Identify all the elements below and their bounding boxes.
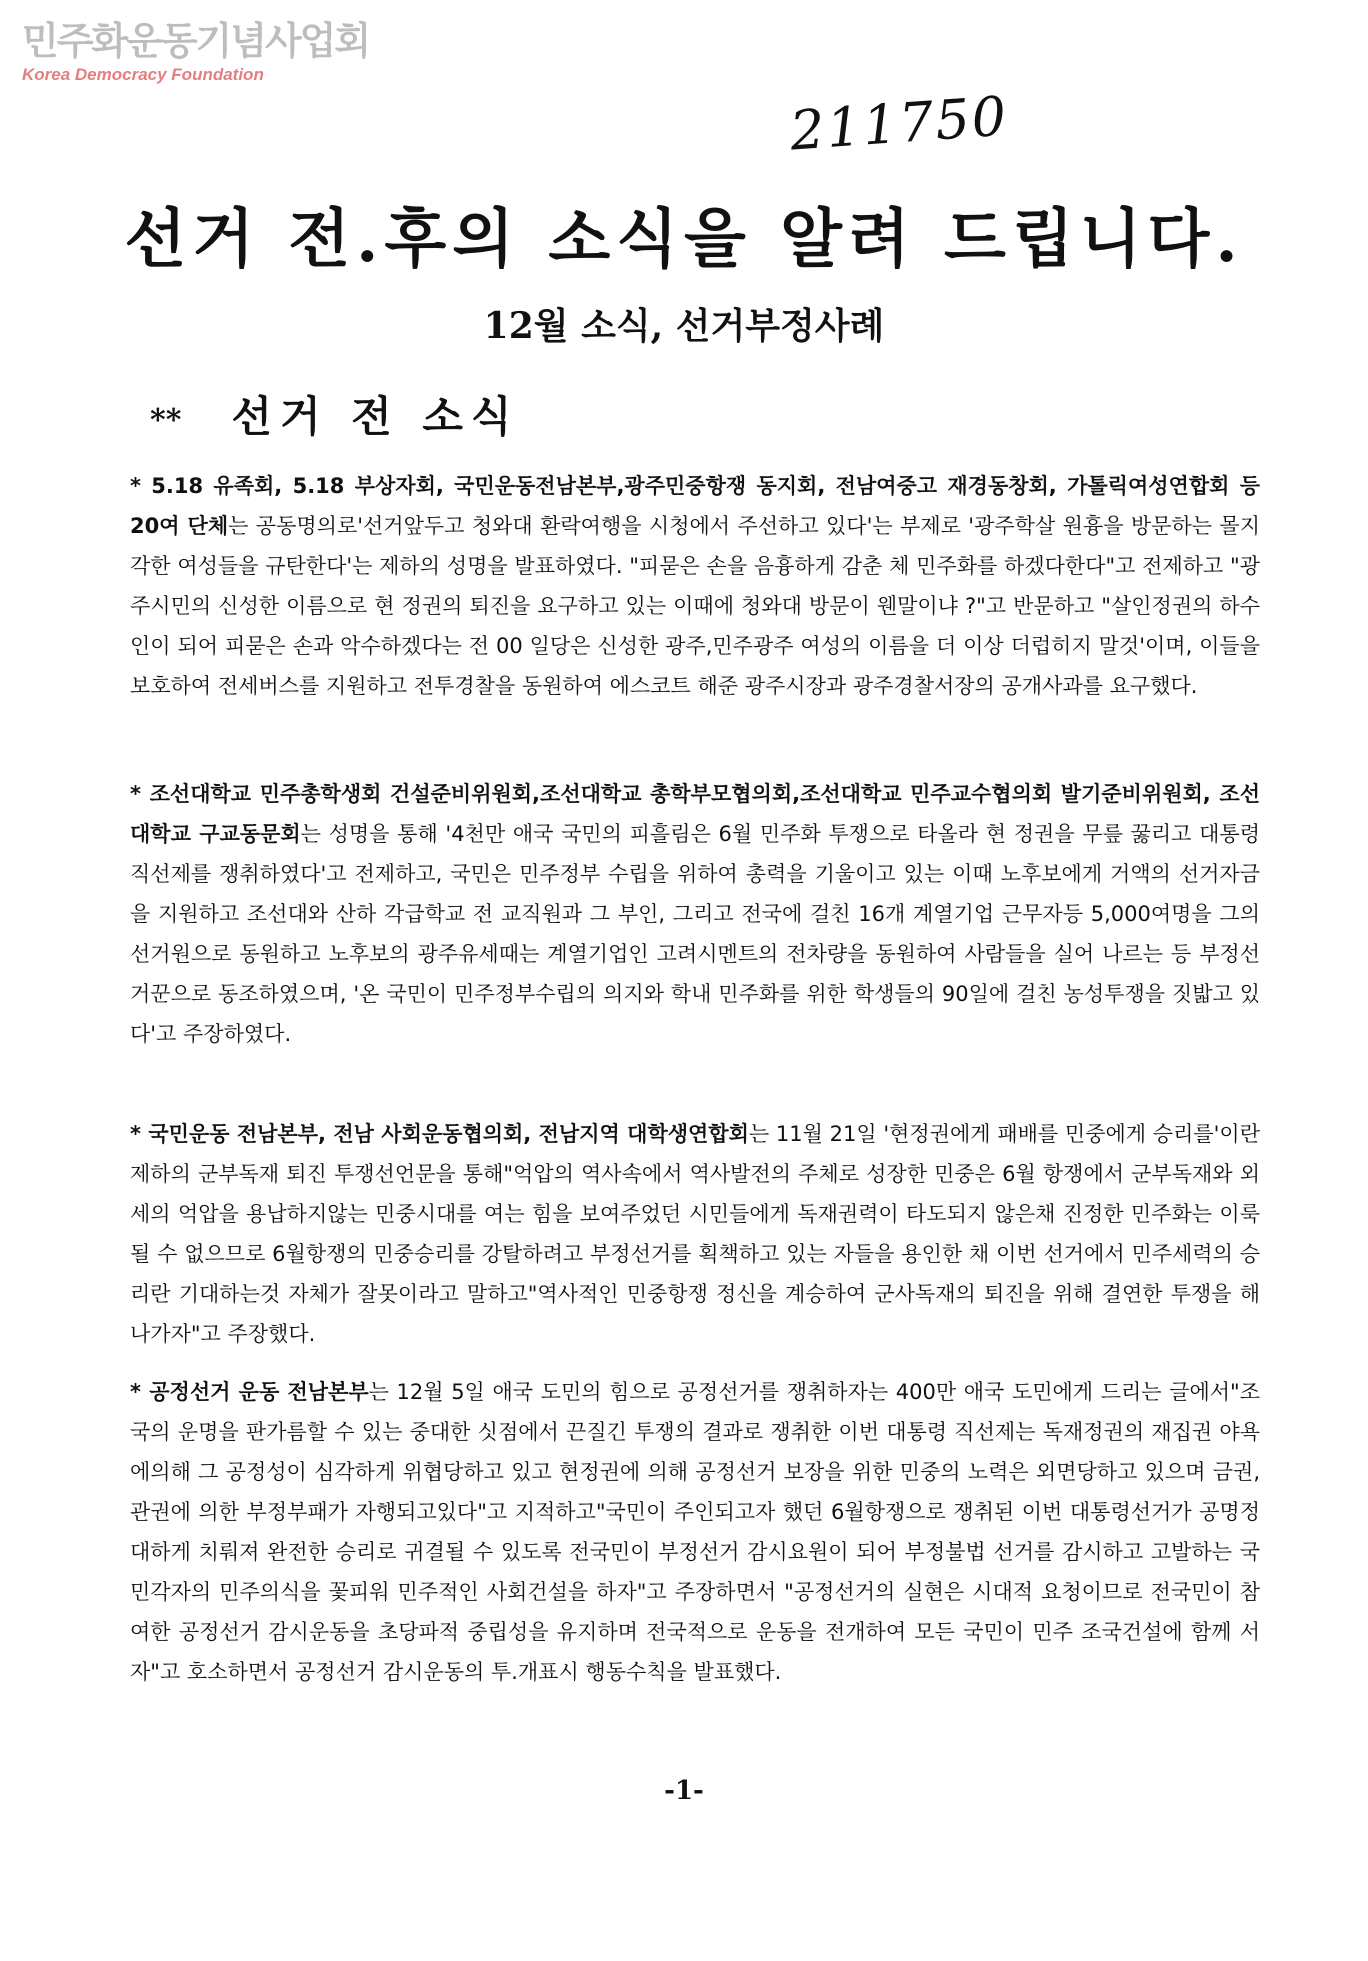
news-paragraph (130, 1372, 1260, 1692)
watermark-english: Korea Democracy Foundation (22, 65, 264, 84)
watermark-korean: 민주화운동기념사업회 (22, 19, 370, 63)
paragraph-organizations: * 5.18 유족회, 5.18 부상자회, 국민운동전남본부,광주민중항쟁 동지회, 전남여중고 재경동창회, 가톨릭여성연합회 등 20여 단체 (130, 474, 1260, 538)
section-stars: ** (150, 402, 182, 438)
news-paragraph (130, 774, 1260, 1054)
section-heading-text: 선거 전 소식 (231, 392, 520, 441)
paragraph-organizations: * 국민운동 전남본부, 전남 사회운동협의회, 전남지역 대학생연합회 (130, 1122, 749, 1146)
paragraph-body: 는 12월 5일 애국 도민의 힘으로 공정선거를 쟁취하자는 400만 애국 도민에게 드리는 글에서"조국의 운명을 판가름할 수 있는 중대한 싯점에서 끈질긴 투쟁의 결과로 쟁취한 이번 대통령 직선제는 독재정권의 재집권 야욕에의해 그 공정성이 심각하게 위협당하고 있고 현정권에 의해 공정선거 보장을 위한 민중의 노력은 외면당하고 있으며 금권,관권에 의한 부정부패가 자행되고있다"고 지적하고"국민이 주인되고자 했던 6월항쟁으로 쟁취된 이번 대통령선거가 공명정대하게 치뤄져 완전한 승리로 귀결될 수 있도록 전국민이 부정선거 감시요원이 되어 부정불법 선거를 감시하고 고발하는 국민각자의 민주의식을 꽃피워 민주적인 사회건설을 하자"고 주장하면서 "공정선거의 실현은 시대적 요청이므로 전국민이 참여한 공정선거 감시운동을 초당파적 중립성을 유지하며 전국적으로 운동을 전개하여 모든 국민이 민주 조국건설에 함께 서자"고 호소하면서 공정선거 감시운동의 투.개표시 행동수칙을 발표했다. (130, 1380, 1261, 1684)
news-paragraph (130, 1114, 1260, 1354)
handwritten-document-number: 211750 (788, 84, 1011, 163)
paragraph-organizations: * 공정선거 운동 전남본부 (130, 1380, 369, 1404)
paragraph-body: 는 공동명의로'선거앞두고 청와대 환락여행을 시청에서 주선하고 있다'는 부제로 '광주학살 원흉을 방문하는 몰지각한 여성들을 규탄한다'는 제하의 성명을 발표하였다. "피묻은 손을 음흉하게 감춘 체 민주화를 하겠다한다"고 전제하고 "광주시민의 신성한 이름으로 현 정권의 퇴진을 요구하고 있는 이때에 청와대 방문이 웬말이냐 ?"고 반문하고 "살인정권의 하수인이 되어 피묻은 손과 악수하겠다는 전 00 일당은 신성한 광주,민주광주 여성의 이름을 더 이상 더럽히지 말것'이며, 이들을 보호하여 전세버스를 지원하고 전투경찰을 동원하여 에스코트 해준 광주시장과 광주경찰서장의 공개사과를 요구했다. (130, 514, 1260, 698)
news-paragraph (130, 466, 1260, 706)
paragraph-body: 는 성명을 통해 '4천만 애국 국민의 피흘림은 6월 민주화 투쟁으로 타올라 현 정권을 무릎 꿇리고 대통령 직선제를 쟁취하였다'고 전제하고, 국민은 민주정부 수립을 위하여 총력을 기울이고 있는 이때 노후보에게 거액의 선거자금을 지원하고 조선대와 산하 각급학교 전 교직원과 그 부인, 그리고 전국에 걸친 16개 계열기업 근무자등 5,000여명을 그의 선거원으로 동원하고 노후보의 광주유세때는 계열기업인 고려시멘트의 전차량을 동원하여 사람들을 실어 나르는 등 부정선거꾼으로 동조하였으며, '온 국민이 민주정부수립의 의지와 학내 민주화를 위한 학생들의 90일에 걸친 농성투쟁을 짓밟고 있다'고 주장하였다. (130, 822, 1260, 1046)
watermark (22, 18, 369, 86)
document-subtitle: 12월 소식, 선거부정사례 (483, 305, 885, 347)
document-title: 선거 전.후의 소식을 알려 드립니다. (124, 202, 1244, 277)
paragraph-body: 는 11월 21일 '현정권에게 패배를 민중에게 승리를'이란 제하의 군부독재 퇴진 투쟁선언문을 통해"억압의 역사속에서 역사발전의 주체로 성장한 민중은 6월 항쟁에서 군부독재와 외세의 억압을 용납하지않는 민중시대를 여는 힘을 보여주었던 시민들에게 독재권력이 타도되지 않은채 진정한 민주화는 이룩될 수 없으므로 6월항쟁의 민중승리를 강탈하려고 부정선거를 획책하고 있는 자들을 용인한 채 이번 선거에서 민주세력의 승리란 기대하는것 자체가 잘못이라고 말하고"역사적인 민중항쟁 정신을 계승하여 군사독재의 퇴진을 위해 결연한 투쟁을 해 나가자"고 주장했다. (130, 1122, 1260, 1346)
section-heading (150, 384, 520, 444)
page-number: -1- (664, 1776, 704, 1806)
paragraph-organizations: * 조선대학교 민주총학생회 건설준비위원회,조선대학교 총학부모협의회,조선대학교 민주교수협의회 발기준비위원회, 조선대학교 구교동문회 (130, 782, 1260, 846)
